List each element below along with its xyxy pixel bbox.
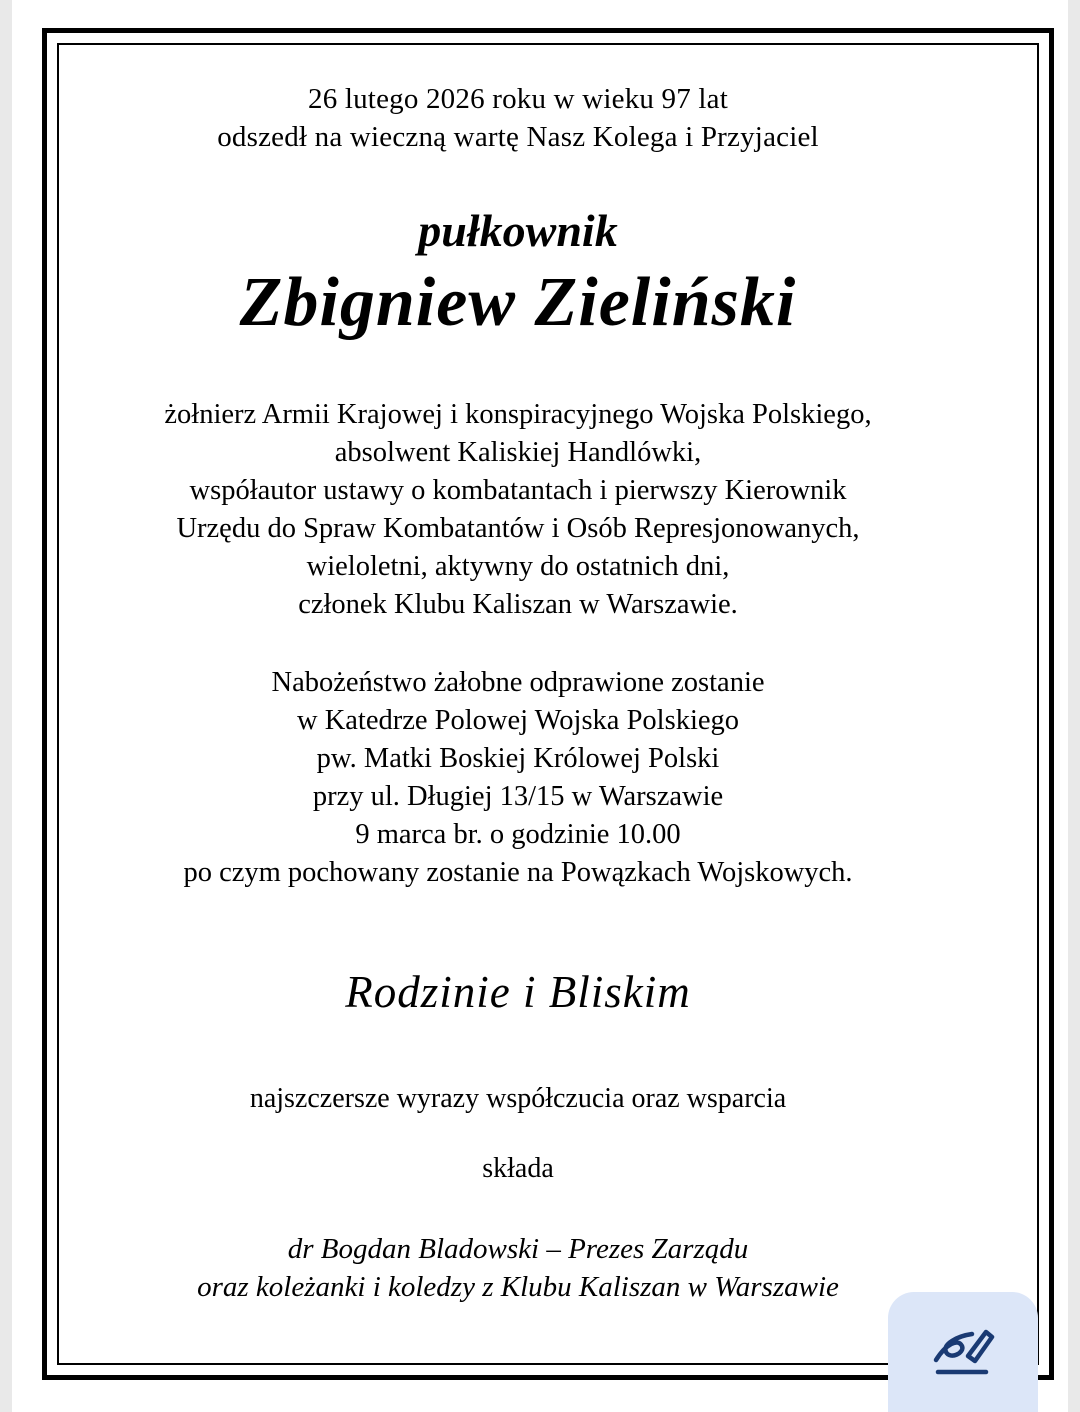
ceremony-paragraph	[72, 664, 964, 892]
signature-pen-icon	[928, 1320, 998, 1384]
biography-line: współautor ustawy o kombatantach i pierwszy Kierownik	[189, 475, 847, 506]
signature-tool-button[interactable]	[888, 1292, 1038, 1412]
submitted-by-label: składa	[482, 1153, 554, 1184]
signature-line: oraz koleżanki i koledzy z Klubu Kaliszan w Warszawie	[197, 1271, 839, 1303]
ceremony-line: w Katedrze Polowej Wojska Polskiego	[296, 705, 740, 736]
ceremony-line: 9 marca br. o godzinie 10.00	[355, 819, 681, 850]
ceremony-line: Nabożeństwo żałobne odprawione zostanie	[271, 667, 765, 698]
signature-line: dr Bogdan Bladowski – Prezes Zarządu	[287, 1233, 749, 1265]
deceased-rank: pułkownik	[418, 205, 618, 256]
deceased-name: Zbigniew Zieliński	[239, 264, 797, 341]
intro-line-1: 26 lutego 2026 roku w wieku 97 lat	[308, 83, 728, 115]
ceremony-line: przy ul. Długiej 13/15 w Warszawie	[312, 781, 724, 812]
biography-line: Urzędu do Spraw Kombatantów i Osób Represjonowanych,	[176, 513, 860, 544]
condolence-text: najszczersze wyrazy współczucia oraz wsparcia	[249, 1083, 787, 1114]
obituary-notice	[72, 80, 964, 1306]
biography-paragraph	[72, 396, 964, 624]
biography-line: żołnierz Armii Krajowej i konspiracyjnego Wojska Polskiego,	[164, 399, 872, 430]
biography-line: wieloletni, aktywny do ostatnich dni,	[306, 551, 730, 582]
ceremony-line: po czym pochowany zostanie na Powązkach Wojskowych.	[183, 857, 853, 888]
biography-line: absolwent Kaliskiej Handlówki,	[334, 437, 702, 468]
dedication-heading: Rodzinie i Bliskim	[345, 967, 691, 1017]
intro-line-2: odszedł na wieczną wartę Nasz Kolega i Przyjaciel	[217, 121, 819, 153]
signature-block	[72, 1230, 964, 1306]
document-page	[12, 0, 1068, 1412]
biography-line: członek Klubu Kaliszan w Warszawie.	[298, 589, 738, 620]
intro-paragraph	[72, 80, 964, 156]
ceremony-line: pw. Matki Boskiej Królowej Polski	[316, 743, 720, 774]
